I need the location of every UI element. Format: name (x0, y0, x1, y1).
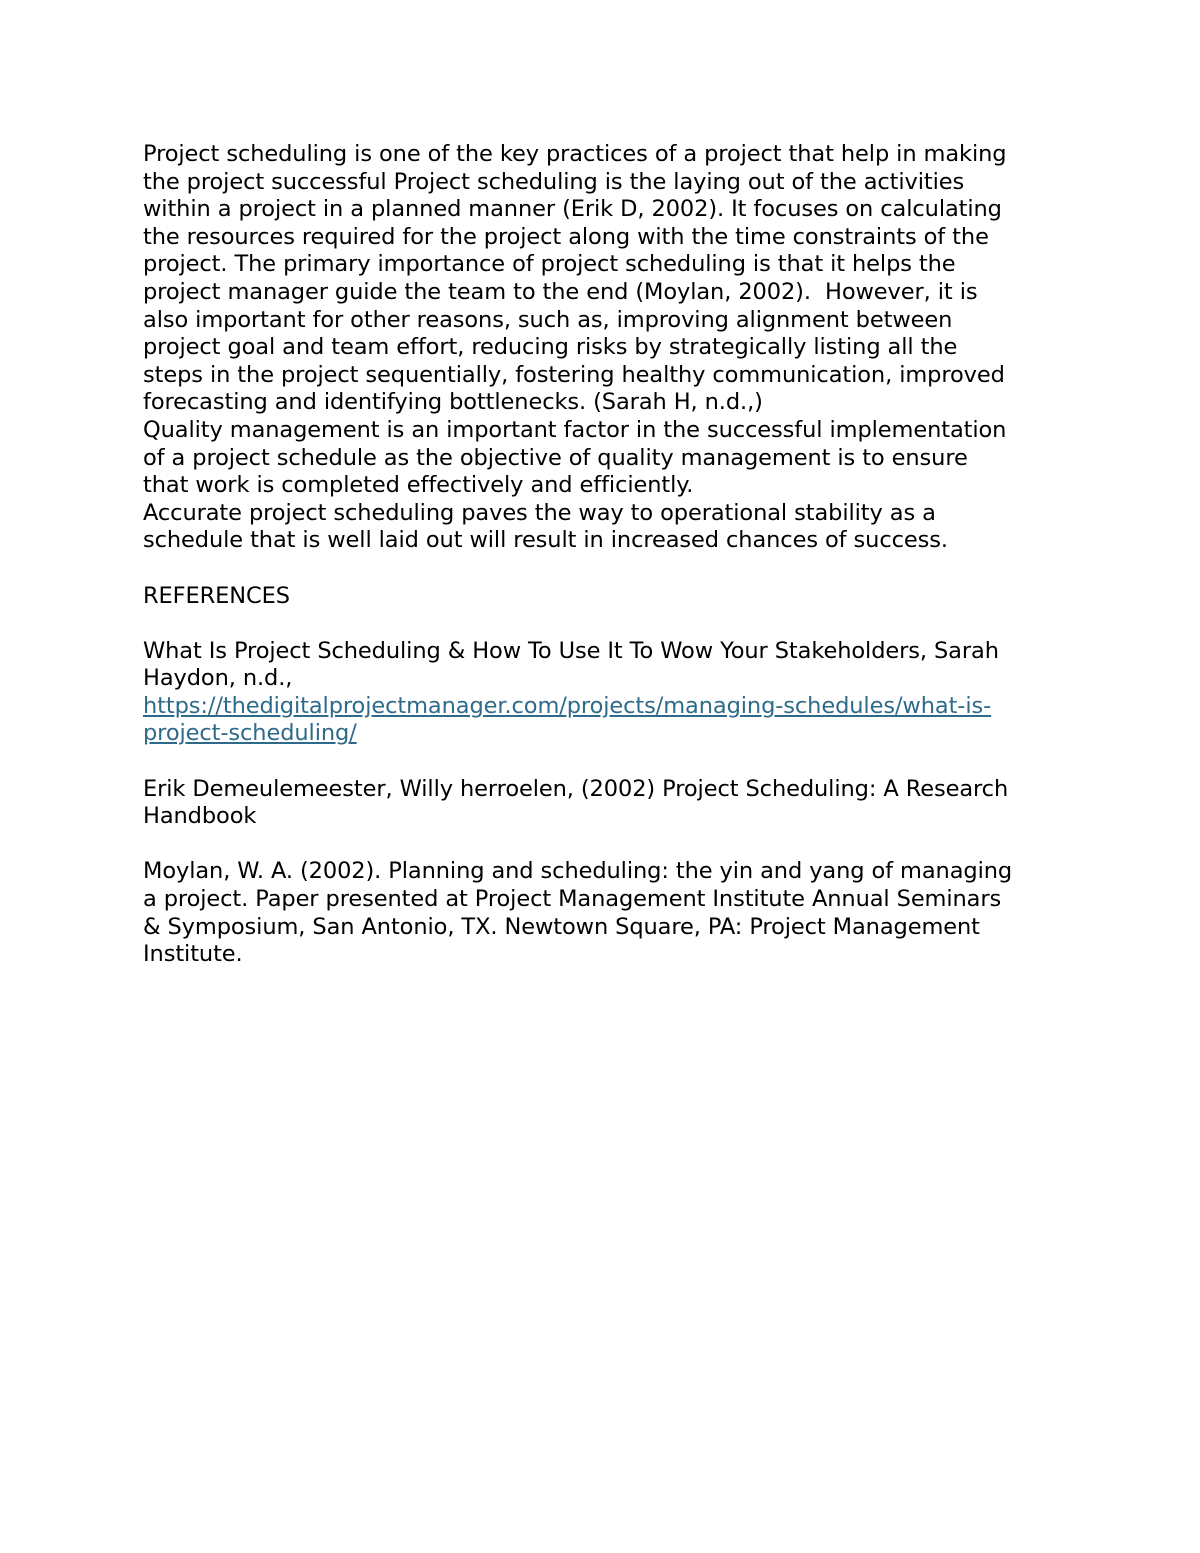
paragraph-project-scheduling (143, 141, 1073, 417)
text-line: Quality management is an important factor in the successful implementation (143, 416, 1007, 443)
text-line: a project. Paper presented at Project Management Institute Annual Seminars (143, 886, 1002, 913)
text-line: of a project schedule as the objective of quality management is to ensure (143, 444, 968, 471)
reference-item-demeulemeester (143, 776, 1073, 831)
paragraph-quality-management (143, 417, 1073, 500)
text-line: Moylan, W. A. (2002). Planning and scheduling: the yin and yang of managing (143, 858, 1013, 885)
blank-line (143, 555, 1073, 583)
text-line: Accurate project scheduling paves the way to operational stability as a (143, 499, 936, 526)
document-body (143, 141, 1073, 969)
text-line: Project scheduling is one of the key practices of a project that help in making (143, 141, 1007, 167)
text-line: Handbook (143, 803, 257, 830)
text-line: steps in the project sequentially, fostering healthy communication, improved (143, 361, 1005, 388)
paragraph-accurate-scheduling (143, 500, 1073, 555)
text-line: the project successful Project scheduling is the laying out of the activities (143, 168, 965, 195)
blank-line (143, 831, 1073, 859)
reference-link[interactable]: https://thedigitalprojectmanager.com/projects/managing-schedules/what-is- (143, 692, 992, 719)
text-line: & Symposium, San Antonio, TX. Newtown Square, PA: Project Management (143, 913, 980, 940)
reference-link[interactable]: project-scheduling/ (143, 720, 357, 747)
text-line: also important for other reasons, such as, improving alignment between (143, 306, 953, 333)
text-line: the resources required for the project along with the time constraints of the (143, 223, 989, 250)
text-line: Erik Demeulemeester, Willy herroelen, (2002) Project Scheduling: A Research (143, 775, 1009, 802)
text-line: What Is Project Scheduling & How To Use It To Wow Your Stakeholders, Sarah (143, 637, 999, 664)
text-line: within a project in a planned manner (Erik D, 2002). It focuses on calculating (143, 196, 1002, 223)
text-line: schedule that is well laid out will result in increased chances of success. (143, 527, 948, 554)
text-line: project goal and team effort, reducing risks by strategically listing all the (143, 334, 958, 361)
text-line: that work is completed effectively and efficiently. (143, 472, 694, 499)
text-line: project. The primary importance of project scheduling is that it helps the (143, 251, 956, 278)
reference-item-haydon (143, 638, 1073, 748)
blank-line (143, 748, 1073, 776)
text-line: Haydon, n.d., (143, 665, 293, 692)
text-line: project manager guide the team to the end (Moylan, 2002). However, it is (143, 278, 978, 305)
text-line: Institute. (143, 941, 243, 968)
text-line: forecasting and identifying bottlenecks. (Sarah H, n.d.,) (143, 389, 763, 416)
reference-item-moylan (143, 858, 1073, 968)
references-heading: REFERENCES (143, 582, 290, 609)
blank-line (143, 610, 1073, 638)
